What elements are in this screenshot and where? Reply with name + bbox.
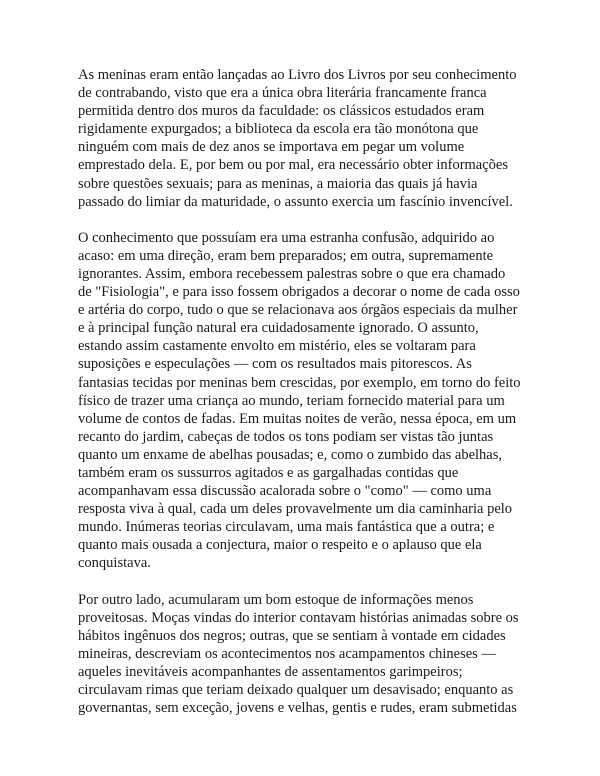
text-line: quanto um enxame de abelhas pousadas; e, como o zumbido das abelhas,: [78, 446, 503, 463]
text-line: físico de trazer uma criança ao mundo, teriam fornecido material para um: [78, 392, 505, 409]
text-line: acaso: em uma direção, eram bem preparados; em outra, supremamente: [78, 247, 494, 264]
paragraph-2: [78, 229, 538, 573]
text-line: acompanhavam essa discussão acalorada sobre o "como" — como uma: [78, 483, 492, 500]
text-line: emprestado dela. E, por bem ou por mal, era necessário obter informações: [78, 157, 509, 174]
text-line: conquistava.: [78, 555, 151, 572]
text-line: Por outro lado, acumularam um bom estoque de informações menos: [78, 591, 474, 608]
text-line: proveitosas. Moças vindas do interior contavam histórias animadas sobre os: [78, 609, 519, 626]
text-line: permitida dentro dos muros da faculdade: os clássicos estudados eram: [78, 103, 485, 120]
text-line: mineiras, descreviam os acontecimentos nos acampamentos chineses —: [78, 645, 496, 662]
text-line: fantasias tecidas por meninas bem crescidas, por exemplo, em torno do feito: [78, 374, 521, 391]
text-line: recanto do jardim, cabeças de todos os tons podiam ser vistas tão juntas: [78, 428, 494, 445]
text-line: mundo. Inúmeras teorias circulavam, uma mais fantástica que a outra; e: [78, 519, 495, 536]
text-line: rigidamente expurgados; a biblioteca da escola era tão monótona que: [78, 121, 479, 138]
text-line: e à principal função natural era cuidadosamente ignorado. O assunto,: [78, 320, 479, 337]
text-line: hábitos ingênuos dos negros; outras, que se sentiam à vontade em cidades: [78, 627, 506, 644]
text-line: e artéria do corpo, tudo o que se relacionava aos órgãos especiais da mulher: [78, 302, 518, 319]
text-line: governantas, sem exceção, jovens e velhas, gentis e rudes, eram submetidas: [78, 700, 517, 717]
text-line: quanto mais ousada a conjectura, maior o respeito e o aplauso que ela: [78, 537, 482, 554]
text-line: O conhecimento que possuíam era uma estranha confusão, adquirido ao: [78, 229, 495, 246]
text-line: ignorantes. Assim, embora recebessem palestras sobre o que era chamado: [78, 265, 506, 282]
text-line: circulavam rimas que teriam deixado qualquer um desavisado; enquanto as: [78, 682, 514, 698]
text-line: As meninas eram então lançadas ao Livro dos Livros por seu conhecimento: [78, 67, 517, 83]
text-line: de "Fisiologia", e para isso fossem obrigados a decorar o nome de cada osso: [78, 284, 520, 301]
text-line: passado do limiar da maturidade, o assunto exercia um fascínio invencível.: [78, 193, 513, 210]
document-page: [78, 66, 538, 735]
text-line: resposta viva à qual, cada um deles provavelmente um dia caminharia pelo: [78, 501, 513, 518]
text-line: de contrabando, visto que era a única obra literária francamente franca: [78, 85, 487, 102]
paragraph-3: [78, 591, 538, 718]
paragraph-1: [78, 66, 538, 211]
text-line: aqueles inevitáveis acompanhantes de assentamentos garimpeiros;: [78, 663, 463, 680]
text-line: também eram os sussurros agitados e as gargalhadas contidas que: [78, 464, 459, 481]
text-line: estando assim castamente envolto em mistério, eles se voltaram para: [78, 338, 476, 355]
text-line: volume de contos de fadas. Em muitas noites de verão, nessa época, em um: [78, 410, 517, 427]
text-line: ninguém com mais de dez anos se importava em pegar um volume: [78, 139, 465, 156]
text-line: suposições e especulações — com os resultados mais pitorescos. As: [78, 356, 472, 373]
text-line: sobre questões sexuais; para as meninas, a maioria das quais já havia: [78, 175, 478, 192]
